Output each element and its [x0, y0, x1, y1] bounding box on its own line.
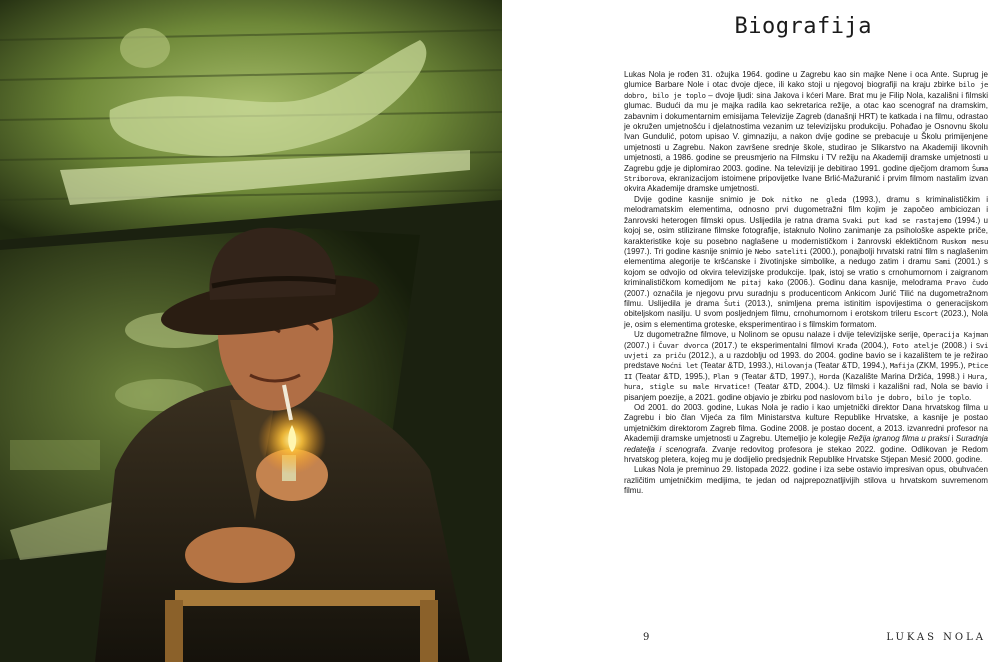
running-head: LUKAS NOLA: [886, 632, 986, 643]
work-title: Horda: [819, 371, 840, 381]
work-title: Ne pitaj kako: [727, 278, 784, 288]
text-run: , ekranizacijom istoimene pripovijetke Ivane Brlić-Mažuranić i prvim filmom nastalim izvan okvira Akademije dramske umjetnosti.: [624, 174, 988, 194]
paragraph: [624, 330, 988, 403]
text-run: (2017.) te eksperimentalni filmovi: [708, 340, 838, 350]
text-run: (Teatar &TD, 1997.),: [738, 371, 820, 381]
text-run: (Teatar &TD, 2004.). Uz filmski i kazališni rad, Nola se bavio i pisanjem poezije, a 2021. godine objavio je zbirku pod naslovom: [624, 382, 988, 402]
work-title: Svi uvjeti za priču: [624, 340, 988, 360]
work-title: Dok nitko ne gleda: [761, 194, 847, 204]
work-title: Foto atelje: [892, 340, 938, 350]
work-title: Ptice II: [624, 361, 988, 381]
work-title: Nebo sateliti: [754, 246, 808, 256]
work-title: Ruskom mesu: [941, 236, 988, 246]
text-run: Uz dugometražne filmove, u Nolinom se opusu nalaze i dvije televizijske serije,: [634, 330, 924, 340]
course-title: Suradnja redatelja i scenografa: [624, 434, 988, 454]
text-run: . Zvanje redovitog profesora je stekao 2022. godine. Odlikovan je Redom hrvatskog pletera, kojeg mu je dodijelio predsjednik Republike Hrvatske Stjepan Mesić 2000. godine.: [624, 444, 988, 465]
work-title: Šuti: [724, 298, 741, 308]
work-title: Krađa: [837, 340, 858, 350]
text-run: (2023.), Nola je, osim s elementima groteske, eksperimentirao i s filmskim formatom.: [624, 309, 988, 329]
text-run: (2001.) s kojom se odvojio od okvira televizijske produkcije. Ipak, istoj se vratio s crnohumornom i zaigranom kriminalističkom komedijom: [624, 257, 989, 288]
text-run: (2007.) i: [624, 340, 659, 350]
text-run: Od 2001. do 2003. godine, Lukas Nola je radio i kao umjetnički direktor Dana hrvatskog filma u Zagrebu i bio član Vijeća za film Ministarstva kulture Republike Hrvatske, a kasnije je postao umjetničkim direktorom Zagreb filma. Godine 2008. je postao docent, a 2013. izvanredni profesor na Akademiji dramske umjetnosti u Zagrebu. Utemeljio je kolegije: [624, 403, 988, 444]
page-title: Biografija: [734, 14, 872, 39]
page-number: 9: [643, 632, 650, 643]
text-run: (2006.). Godinu dana kasnije, melodrama: [783, 278, 947, 288]
paragraph: [624, 403, 988, 465]
text-run: – dvoje ljudi: sina Jakova i kćeri Mare. Brat mu je Filip Nola, kazališni i filmski glumac. Budući da mu je majka radila kao sekretarica režije, a otac kao scenograf na dramskim, zabavnim i dokumentarnim emisijama Televizije Zagreb (današnji HRT) te katkada i na filmu, odrastao je okružen umjetnošću i djelatnostima vezanim uz televizijsku produkciju. Pohađao je Osnovnu školu Ivan Gundulić, potom upisao V. gimnaziju, a nakon dvije godine se prebacuje u Školu primijenjene umjetnosti u Zagrebu. Nakon završene srednje škole, studirao je Slikarstvo na Akademiji likovnih umjetnosti, a 1986. godine se preusmjerio na Filmsku i TV režiju na Akademiji dramske umjetnosti u Zagrebu gdje je diplomirao 2003. godine. Na televiziji je debitirao 1991. godine dječjom dramom: [624, 90, 989, 173]
portrait-photo: [0, 0, 502, 662]
text-run: (1993.), dramu s kriminalističkim i melodramatskim elementima, odnosno prvi dugometražni film kojim je započeo ambiciozan i žanrovski heterogen filmski opus. Uslijedila je ratna drama: [624, 194, 988, 225]
text-run: (2007.) označila je njegovu prvu suradnju s producenticom Ankicom Jurić Tilić na dugometražnom filmu. Uslijedila je drama: [624, 288, 988, 308]
text-run: (2013.), snimljena prema istinitim ispovijestima o generacijskom obiteljskom nasilju. U svom posljednjem filmu, crnohumornom i erotskom trileru: [624, 298, 988, 319]
work-title: Mafija: [889, 361, 914, 371]
text-run: (1997.). Tri godine kasnije snimio je: [624, 246, 755, 256]
text-run: (2008.) i: [937, 340, 976, 350]
text-run: (Teatar &TD, 1994.),: [812, 361, 890, 371]
work-title: Plan 9: [713, 371, 739, 381]
text-run: (Teatar &TD, 1993.),: [698, 361, 776, 371]
text-run: Dvije godine kasnije snimio je: [634, 194, 762, 204]
text-run: i: [949, 434, 956, 444]
work-title: Čuvar dvorca: [658, 340, 709, 350]
paragraph: [624, 70, 988, 195]
text-run: Lukas Nola je rođen 31. ožujka 1964. godine u Zagrebu kao sin majke Nene i oca Ante. Suprug je glumice Barbare Nole i otac dvoje djece, ili kako stoji u njegovoj biografiji na kraju zbirke: [624, 70, 988, 90]
text-run: (2000.), ponajbolji hrvatski ratni film s naglašenim elementima alegorije te kršćanske i životinjske simbolike, a nedugo zatim i dramu: [624, 246, 988, 267]
text-run: (1994.) u kojoj se, osim stilizirane filmske fotografije, istaknulo Nolino zanimanje za psihološke aspekte priče, karakteristike koje su posebno naglašene u modernističkom i žanrovski eklektičnom: [624, 215, 988, 246]
text-run: (Kazalište Marina Držića, 1998.) i: [839, 371, 968, 381]
work-title: Noćni let: [661, 361, 699, 371]
work-title: Operacija Kajman: [923, 330, 988, 340]
work-title: Šuma Striborova: [624, 163, 988, 184]
work-title: Hura, hura, stigle su male Hrvatice!: [624, 371, 989, 392]
work-title: Svaki put kad se rastajemo: [842, 215, 952, 225]
paragraph: [624, 465, 988, 496]
text-run: (Teatar &TD, 1995.),: [632, 371, 714, 381]
work-title: Escort: [913, 309, 939, 319]
work-title: Sami: [934, 257, 951, 267]
work-title: bilo je dobro, bilo je toplo: [624, 80, 988, 100]
work-title: Pravo čudo: [946, 278, 988, 288]
portrait-photo-illustration: [0, 0, 502, 662]
biography-page: [502, 0, 1008, 662]
course-title: Režija igranog filma u praksi: [848, 434, 950, 444]
text-run: .: [968, 392, 972, 402]
text-run: (2012.), a u razdoblju od 1993. do 2004. godine bavio se i kazalištem te je režirao predstave: [624, 350, 988, 371]
paragraph: [624, 195, 988, 330]
biography-text: [624, 70, 988, 497]
text-run: (ZKM, 1995.),: [913, 361, 968, 371]
text-run: (2004.),: [857, 340, 893, 350]
work-title: bilo je dobro, bilo je toplo: [856, 392, 969, 402]
work-title: Hilovanja: [775, 361, 812, 371]
text-run: Lukas Nola je preminuo 29. listopada 2022. godine i iza sebe ostavio impresivan opus, obuhvaćen različitim umjetničkim medijima, te jedan od najprepoznatljivijih stilova u hrvatskom suvremenom filmu.: [624, 465, 988, 496]
